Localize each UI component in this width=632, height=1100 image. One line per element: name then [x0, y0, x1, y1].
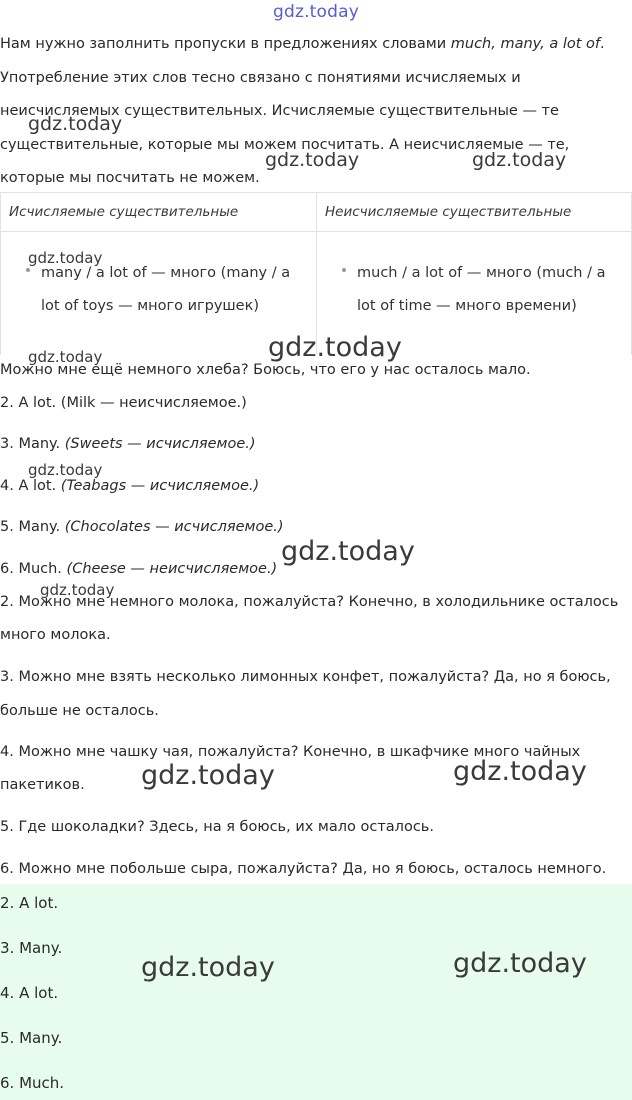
- translation-line: 3. Можно мне взять несколько лимонных конфет, пожалуйста? Да, но я боюсь,: [0, 669, 611, 685]
- table-cell-countable: [1, 232, 316, 355]
- table-header-row: [1, 193, 631, 232]
- final-answer: 2. A lot.: [0, 894, 59, 912]
- answer-note: (Milk — неисчисляемое.): [56, 395, 247, 411]
- watermark: gdz.today: [141, 760, 275, 791]
- answer-line: [0, 436, 632, 452]
- watermark: gdz.today: [28, 249, 103, 267]
- answer-text: 3. Many.: [0, 436, 61, 452]
- translation-line: больше не осталось.: [0, 703, 159, 719]
- bullet-icon: [342, 268, 346, 272]
- watermark: gdz.today: [28, 113, 123, 135]
- answer-text: 2. A lot.: [0, 395, 57, 411]
- intro-text-1: Нам нужно заполнить пропуски в предложениях словами: [0, 36, 451, 52]
- table-row: [1, 232, 631, 355]
- final-answer: 6. Much.: [0, 1074, 65, 1092]
- final-answer: 3. Many.: [0, 939, 63, 957]
- watermark: gdz.today: [472, 149, 567, 171]
- nouns-table: [0, 192, 632, 355]
- watermark: gdz.today: [28, 348, 103, 366]
- answer-text: 5. Many.: [0, 519, 61, 535]
- watermark: gdz.today: [28, 461, 103, 479]
- table-cell-uncountable: [316, 232, 631, 355]
- cell-text-uncountable: much / a lot of — много (much / a lot of time — много времени): [357, 265, 606, 314]
- answer-line: [0, 478, 632, 494]
- answer-note: (Cheese — неисчисляемое.): [61, 561, 278, 577]
- answer-note: (Teabags — исчисляемое.): [56, 478, 260, 494]
- intro-paragraph: [0, 28, 630, 196]
- watermark: gdz.today: [268, 332, 402, 363]
- intro-words: much, many, a lot of: [450, 36, 600, 52]
- translation-line: 4. Можно мне чашку чая, пожалуйста? Конечно, в шкафчике много чайных: [0, 744, 581, 760]
- translation-line: пакетиков.: [0, 777, 85, 793]
- site-logo[interactable]: gdz.today: [272, 2, 360, 22]
- answer-text: 4. A lot.: [0, 478, 57, 494]
- watermark: gdz.today: [265, 149, 360, 171]
- answer-text: 6. Much.: [0, 561, 62, 577]
- intro-text-2: . Употребление этих слов тесно связано с понятиями исчисляемых и неисчисляемых существительных. Исчисляемые существительные — те существительные, которые мы можем посчитать. А неисчисляемые — те, которые мы посчитать не можем.: [0, 36, 605, 186]
- answers-box: [0, 884, 632, 1100]
- cell-text-countable: many / a lot of — много (many / a lot of toys — много игрушек): [41, 265, 291, 314]
- watermark: gdz.today: [141, 952, 275, 983]
- translation-line: много молока.: [0, 627, 111, 643]
- answer-line: [0, 395, 632, 411]
- watermark: gdz.today: [40, 581, 115, 599]
- translation-line: 5. Где шоколадки? Здесь, на я боюсь, их мало осталось.: [0, 819, 434, 835]
- answer-line: [0, 561, 632, 577]
- sentence-line: Можно мне ещё немного хлеба? Боюсь, что его у нас осталось мало.: [0, 362, 531, 378]
- answer-line: [0, 519, 632, 535]
- watermark: gdz.today: [453, 756, 587, 787]
- final-answer: 5. Many.: [0, 1029, 63, 1047]
- final-answer: 4. A lot.: [0, 984, 59, 1002]
- answer-note: (Chocolates — исчисляемое.): [60, 519, 284, 535]
- watermark: gdz.today: [281, 536, 415, 567]
- translation-line: 6. Можно мне побольше сыра, пожалуйста? Да, но я боюсь, осталось немного.: [0, 861, 607, 877]
- table-header-countable: Исчисляемые существительные: [9, 204, 239, 220]
- watermark: gdz.today: [453, 948, 587, 979]
- translation-line: 2. Можно мне немного молока, пожалуйста? Конечно, в холодильнике осталось: [0, 594, 619, 610]
- bullet-icon: [26, 268, 30, 272]
- table-header-uncountable: Неисчисляемые существительные: [316, 193, 631, 231]
- answer-note: (Sweets — исчисляемое.): [60, 436, 256, 452]
